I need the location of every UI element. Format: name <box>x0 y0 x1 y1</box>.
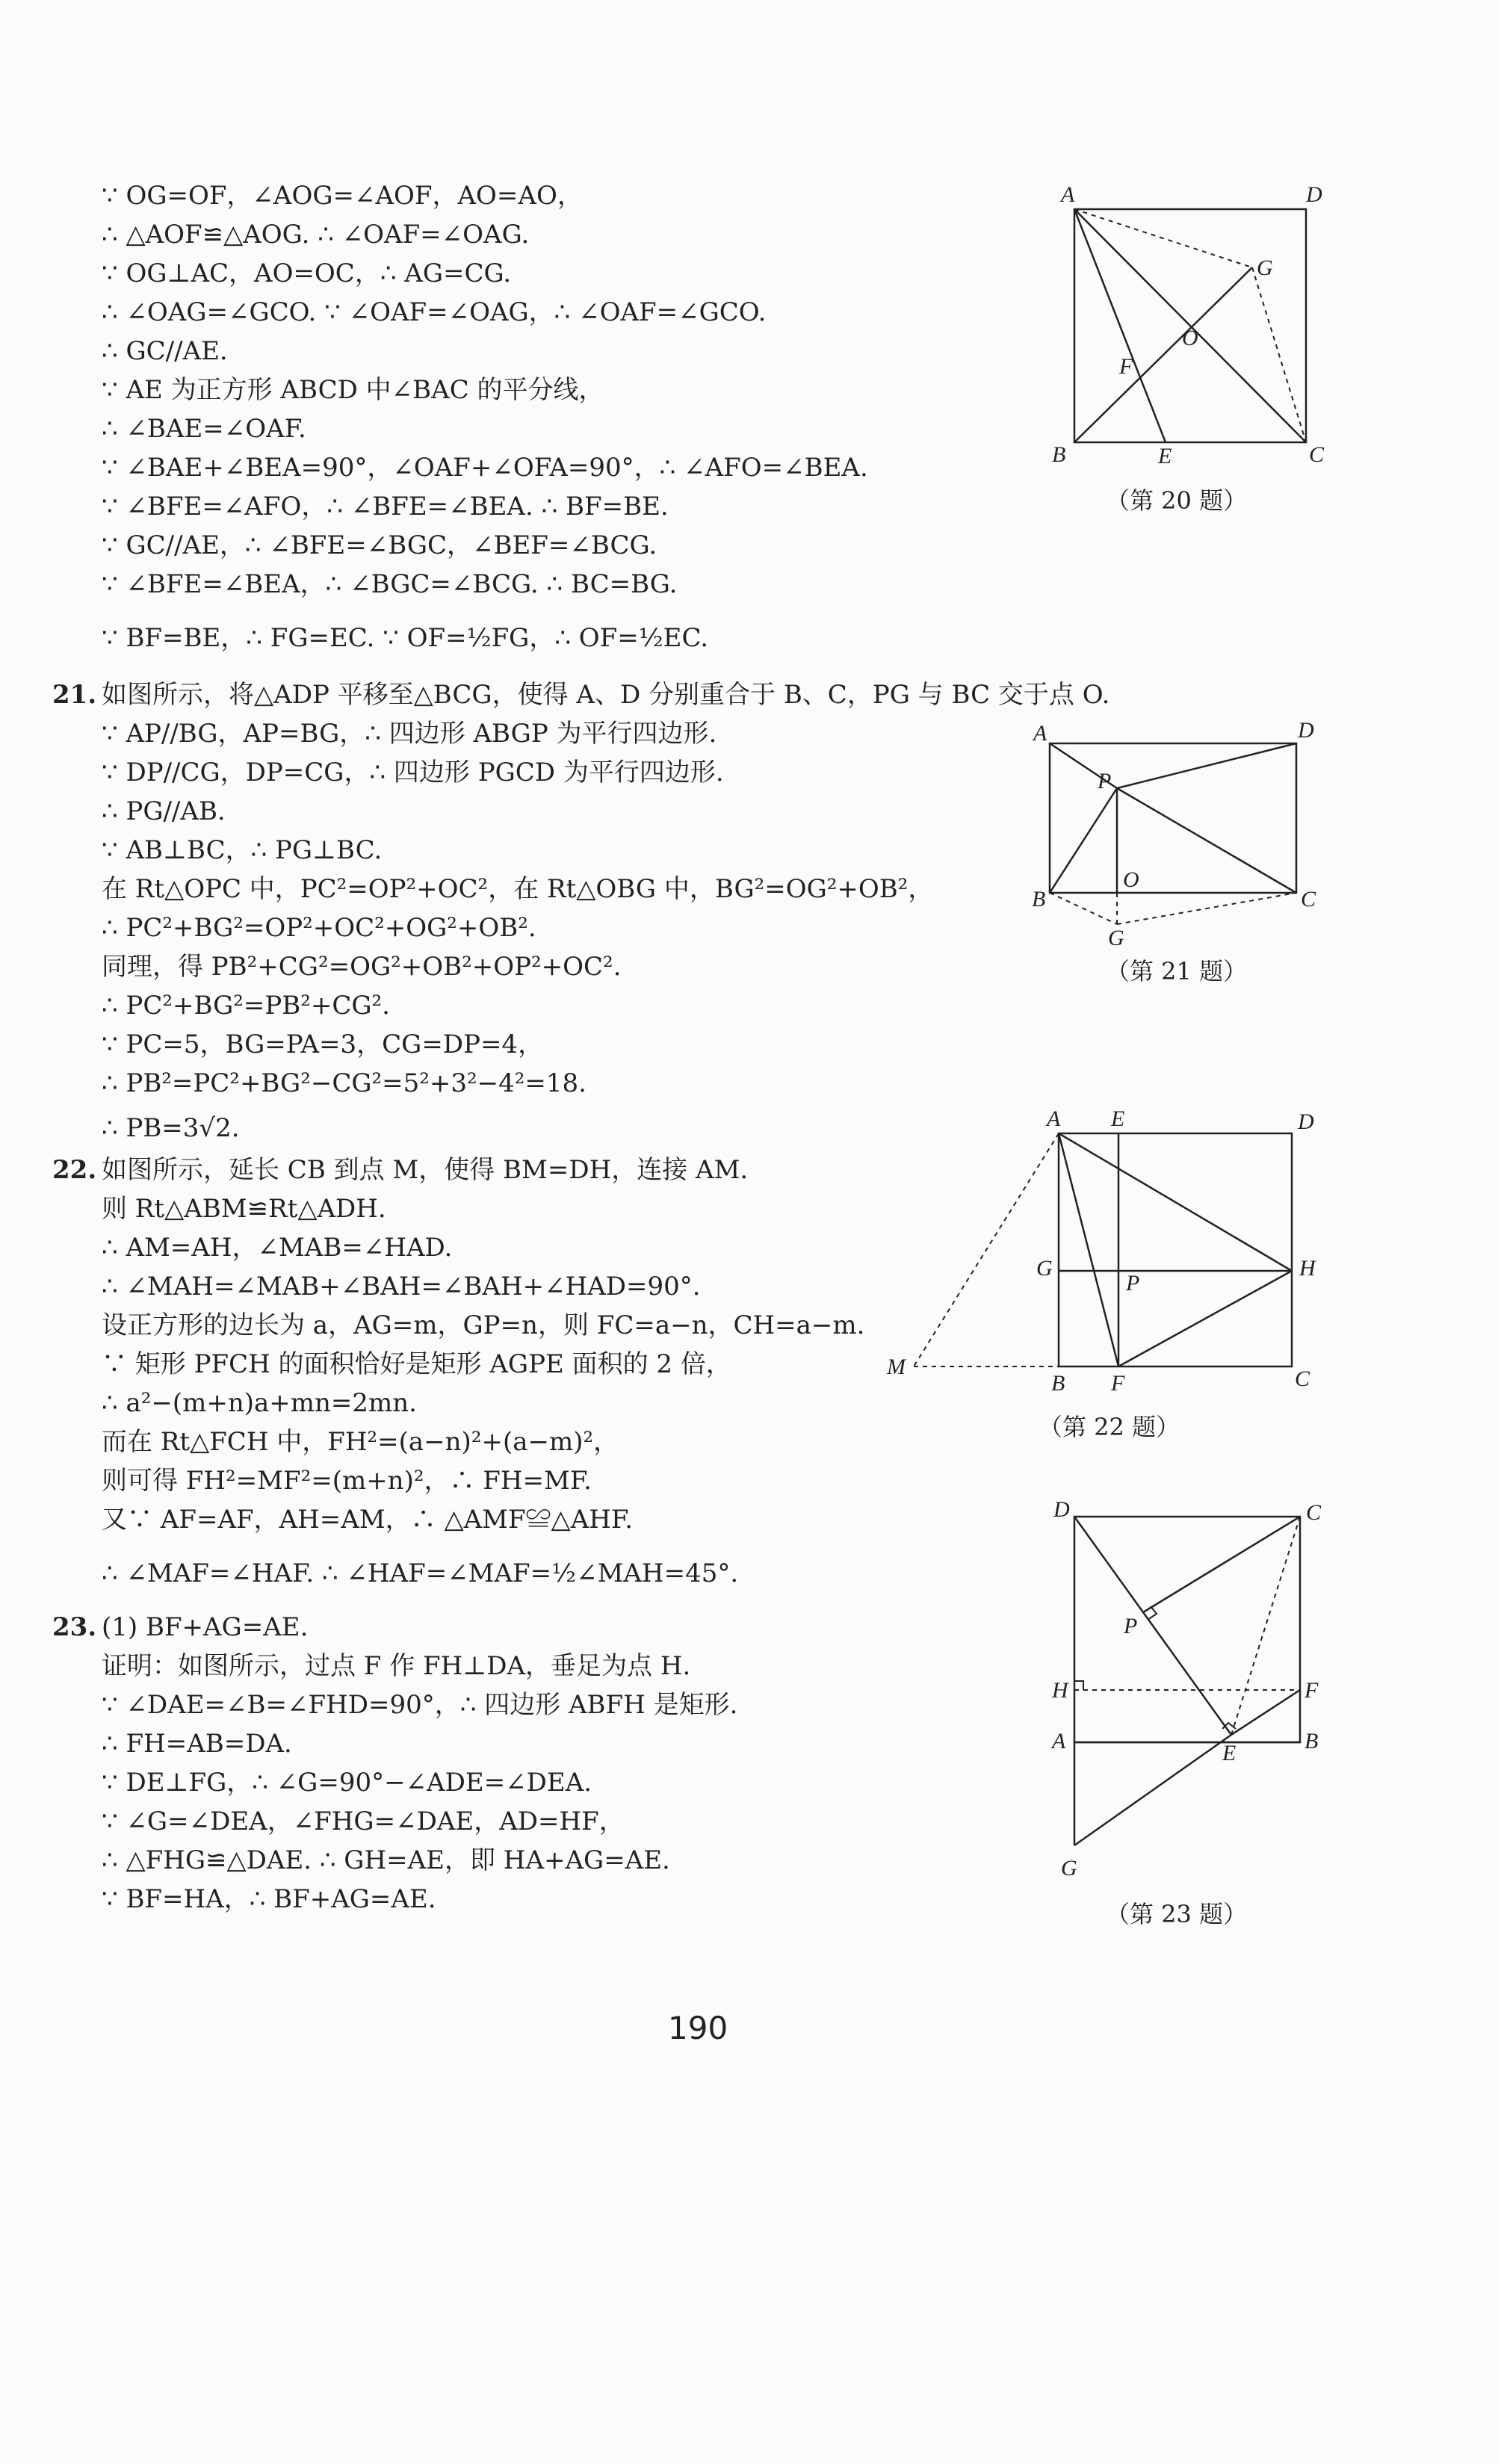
point-label: D <box>1298 1109 1314 1134</box>
proof-line: ∵ AE 为正方形 ABCD 中∠BAC 的平分线， <box>102 375 604 405</box>
point-label: D <box>1053 1497 1070 1522</box>
point-label: E <box>1222 1741 1237 1765</box>
question-number: 23. <box>52 1612 97 1642</box>
proof-line: 又∵ AF=AF，AH=AM，∴ △AMF≌△AHF. <box>102 1505 634 1535</box>
proof-line: ∴ a²−(m+n)a+mn=2mn. <box>102 1388 417 1418</box>
proof-line: 如图所示，延长 CB 到点 M，使得 BM=DH，连接 AM. <box>102 1155 749 1185</box>
proof-line: 证明：如图所示，过点 F 作 FH⊥DA，垂足为点 H. <box>102 1651 691 1681</box>
proof-line: ∴ FH=AB=DA. <box>102 1729 292 1759</box>
figure-22 <box>878 1102 1341 1404</box>
proof-line: ∵ ∠BFE=∠BEA，∴ ∠BGC=∠BCG. ∴ BC=BG. <box>102 569 678 599</box>
proof-line: ∵ AP//BG，AP=BG，∴ 四边形 ABGP 为平行四边形. <box>102 719 717 749</box>
point-label: F <box>1119 354 1133 379</box>
proof-line: ∵ DE⊥FG，∴ ∠G=90°−∠ADE=∠DEA. <box>102 1768 592 1798</box>
proof-line: (1) BF+AG=AE. <box>102 1612 309 1642</box>
point-label: O <box>1182 326 1198 350</box>
point-label: C <box>1295 1366 1310 1391</box>
point-label: C <box>1306 1500 1322 1525</box>
figure-21 <box>1027 713 1326 950</box>
proof-line: ∴ ∠BAE=∠OAF. <box>102 414 306 444</box>
point-label: H <box>1052 1678 1068 1703</box>
proof-line: ∵ AB⊥BC，∴ PG⊥BC. <box>102 835 383 865</box>
proof-line: ∵ ∠BAE+∠BEA=90°，∠OAF+∠OFA=90°，∴ ∠AFO=∠BEA. <box>102 453 868 483</box>
point-label: C <box>1301 887 1316 911</box>
proof-line: 则可得 FH²=MF²=(m+n)²，∴ FH=MF. <box>102 1466 592 1496</box>
proof-line: 在 Rt△OPC 中，PC²=OP²+OC²，在 Rt△OBG 中，BG²=OG²+OB²， <box>102 874 934 904</box>
proof-line: ∵ PC=5，BG=PA=3，CG=DP=4， <box>102 1030 544 1059</box>
point-label: M <box>887 1355 906 1379</box>
proof-line: ∵ BF=BE，∴ FG=EC. ∵ OF=½FG，∴ OF=½EC. <box>102 623 709 653</box>
point-label: A <box>1061 182 1075 207</box>
proof-line: ∴ ∠MAH=∠MAB+∠BAH=∠BAH+∠HAD=90°. <box>102 1272 701 1301</box>
point-label: A <box>1052 1729 1066 1753</box>
point-label: P <box>1098 769 1112 793</box>
proof-line: ∴ PG//AB. <box>102 796 226 826</box>
proof-line: ∴ PB=3√2. <box>102 1113 240 1143</box>
proof-line: 如图所示，将△ADP 平移至△BCG，使得 A、D 分别重合于 B、C，PG 与 BC 交于点 O. <box>102 680 1110 710</box>
figure-22-caption: （第 22 题） <box>1039 1413 1180 1441</box>
point-label: B <box>1304 1729 1319 1753</box>
point-label: B <box>1051 1371 1065 1396</box>
proof-line: ∴ PC²+BG²=OP²+OC²+OG²+OB². <box>102 913 536 943</box>
point-label: D <box>1306 182 1322 207</box>
figure-20 <box>1046 179 1330 481</box>
point-label: P <box>1124 1614 1138 1638</box>
figure-23 <box>1046 1497 1345 1893</box>
proof-line: ∴ PB²=PC²+BG²−CG²=5²+3²−4²=18. <box>102 1068 586 1098</box>
proof-line: ∴ ∠MAF=∠HAF. ∴ ∠HAF=∠MAF=½∠MAH=45°. <box>102 1558 739 1588</box>
page-number-text: 190 <box>668 2010 728 2046</box>
proof-line: 同理，得 PB²+CG²=OG²+OB²+OP²+OC². <box>102 952 622 982</box>
point-label: O <box>1123 867 1139 892</box>
proof-line: ∵ ∠DAE=∠B=∠FHD=90°，∴ 四边形 ABFH 是矩形. <box>102 1690 738 1720</box>
question-number: 21. <box>52 680 97 710</box>
proof-line: 而在 Rt△FCH 中，FH²=(a−n)²+(a−m)²， <box>102 1427 619 1457</box>
proof-line: 则 Rt△ABM≌Rt△ADH. <box>102 1194 386 1224</box>
proof-line: ∴ AM=AH，∠MAB=∠HAD. <box>102 1233 453 1263</box>
proof-line: ∴ GC//AE. <box>102 336 228 366</box>
point-label: F <box>1304 1678 1319 1703</box>
point-label: H <box>1299 1256 1316 1281</box>
figure-20-caption: （第 20 题） <box>1106 486 1248 515</box>
point-label: F <box>1111 1371 1125 1396</box>
proof-line: ∵ ∠G=∠DEA，∠FHG=∠DAE，AD=HF， <box>102 1807 625 1836</box>
proof-line: ∵ 矩形 PFCH 的面积恰好是矩形 AGPE 面积的 2 倍， <box>102 1349 731 1379</box>
figure-23-caption: （第 23 题） <box>1106 1900 1248 1928</box>
proof-line: ∵ OG=OF，∠AOG=∠AOF，AO=AO， <box>102 181 583 211</box>
point-label: B <box>1032 887 1046 911</box>
point-label: P <box>1126 1271 1140 1296</box>
proof-line: 设正方形的边长为 a，AG=m，GP=n，则 FC=a−n，CH=a−m. <box>102 1310 865 1340</box>
point-label: G <box>1036 1256 1053 1281</box>
proof-line: ∴ ∠OAG=∠GCO. ∵ ∠OAF=∠OAG，∴ ∠OAF=∠GCO. <box>102 297 767 327</box>
point-label: D <box>1298 718 1314 743</box>
point-label: G <box>1257 256 1273 280</box>
proof-line: ∴ △FHG≌△DAE. ∴ GH=AE，即 HA+AG=AE. <box>102 1845 670 1875</box>
proof-line: ∵ DP//CG，DP=CG，∴ 四边形 PGCD 为平行四边形. <box>102 758 724 787</box>
question-number: 22. <box>52 1155 97 1185</box>
figure-21-caption: （第 21 题） <box>1106 957 1248 985</box>
page-number <box>668 2010 728 2046</box>
proof-line: ∵ GC//AE，∴ ∠BFE=∠BGC，∠BEF=∠BCG. <box>102 530 657 560</box>
point-label: E <box>1158 444 1172 468</box>
point-label: G <box>1061 1856 1077 1880</box>
point-label: G <box>1108 926 1124 950</box>
point-label: E <box>1111 1106 1125 1131</box>
proof-line: ∵ ∠BFE=∠AFO，∴ ∠BFE=∠BEA. ∴ BF=BE. <box>102 492 669 521</box>
point-label: A <box>1047 1106 1061 1131</box>
point-label: A <box>1033 721 1047 746</box>
proof-line: ∴ PC²+BG²=PB²+CG². <box>102 991 390 1021</box>
point-label: B <box>1052 442 1066 467</box>
proof-line: ∴ △AOF≌△AOG. ∴ ∠OAF=∠OAG. <box>102 220 530 250</box>
point-label: C <box>1309 442 1325 467</box>
proof-line: ∵ OG⊥AC，AO=OC，∴ AG=CG. <box>102 259 512 288</box>
proof-line: ∵ BF=HA，∴ BF+AG=AE. <box>102 1884 436 1914</box>
